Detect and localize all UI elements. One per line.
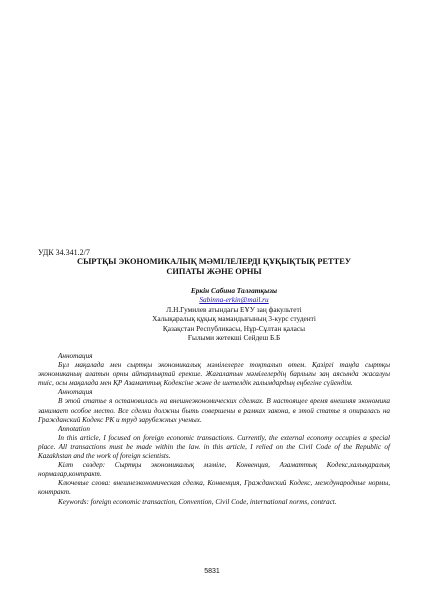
keywords-en: Keywords: foreign economic transaction, Convention, Civil Code, international norms, contract. — [58, 497, 337, 506]
keywords-ru: Ключевые слова: внешнеэкономическая сделка, Конвенция, Гражданский Кодекс, международные нормы, контракт. — [38, 479, 390, 497]
abstract-ru-heading: Аннотация — [58, 388, 93, 397]
author-supervisor: Ғылыми жетекші Сейдеш Б.Б — [187, 333, 281, 343]
abstract-ru-text: В этой статье я остановилась на внешнеэкономических сделках. В настоящее время внешняя экономика занимает особое место. Все сделки должны быть совершены в рамках закона, в этой статье я опиралась на Гражданский Кодекс РК и труд зарубежных ученых. — [38, 397, 390, 424]
author-name: Еркін Сабина Талғатқызы — [190, 286, 278, 295]
author-affiliation-2: Халықаралық құқық мамандығының 3-курс студенті — [152, 314, 316, 324]
abstract-en-heading: Annotation — [58, 424, 90, 433]
page-number: 5831 — [204, 568, 220, 575]
udk-code: УДК 34.341.2/7 — [38, 248, 90, 257]
abstract-kz-heading: Аннотация — [58, 352, 93, 360]
title-line-2: СИПАТЫ ЖӘНЕ ОРНЫ — [166, 267, 262, 276]
article-title — [38, 257, 390, 277]
author-block — [38, 286, 424, 342]
keywords-kz: Кілт сөздер: Сыртқы экономикалық мәміле, Конвенция, Азаматтық Кодекс,халықаралық нормалар,контракт. — [38, 461, 390, 479]
abstracts-section — [38, 352, 390, 507]
abstract-en-text: In this article, I focused on foreign economic transactions. Currently, the external economy occupies a special place. All transactions must be made within the law. in this article, I relied on the Civil Code of the Republic of Kazakhstan and the work of foreign scientists. — [38, 433, 390, 461]
author-email-link[interactable]: Sabinna-erkin@mail.ru — [199, 295, 269, 305]
title-line-1: СЫРТҚЫ ЭКОНОМИКАЛЫҚ МӘМІЛЕЛЕРДІ ҚҰҚЫҚТЫҚ РЕТТЕУ — [77, 257, 351, 266]
abstract-kz-text: Бұл мақалада мен сыртқы экономикалық мәмілелерге тоқталып өтем. Қазіргі таңда сыртқы экономиканың алатын орны айтарлықтай ерекше. Жағалатын мәмілелердің барлығы заң аясында жасалуы тиіс, осы мақалада мен ҚР Азаматтық Кодексіне және де шетелдік ғалымдардың еңбегіне сүйендім. — [38, 361, 390, 388]
author-affiliation-1: Л.Н.Гумилев атындағы ЕҰУ заң факультеті — [166, 304, 302, 314]
author-location: Қазақстан Республикасы, Нұр-Сұлтан қаласы — [162, 323, 306, 333]
